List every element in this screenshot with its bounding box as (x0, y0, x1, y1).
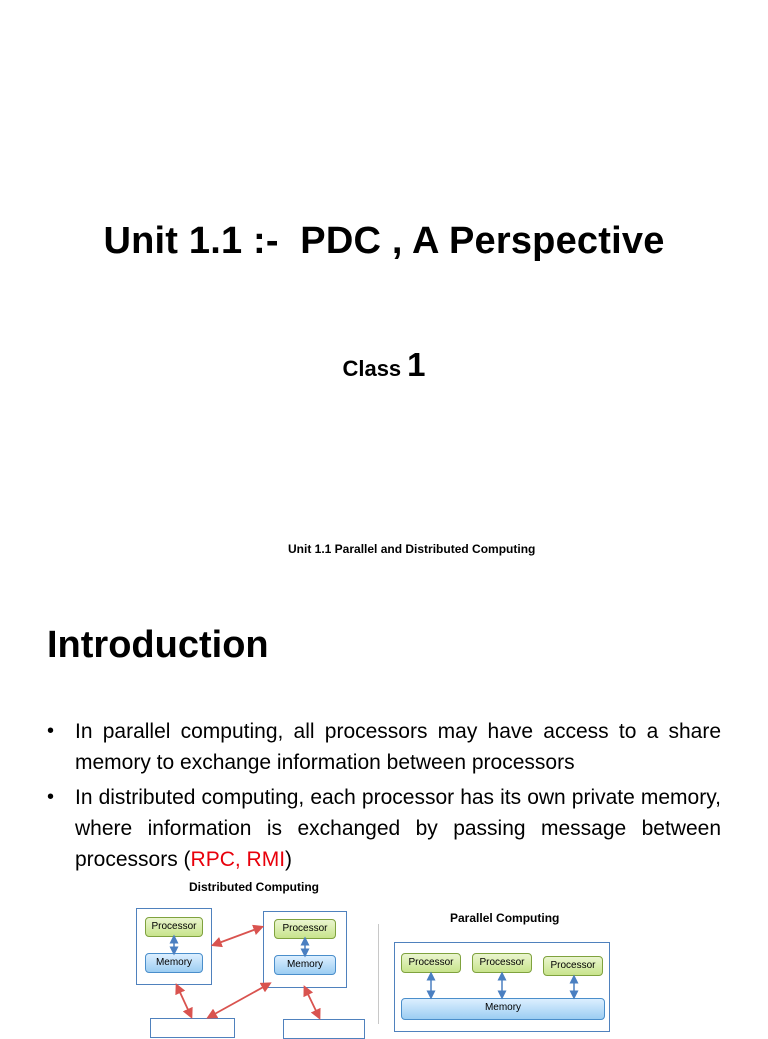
processor-box: Processor (274, 919, 336, 939)
bullet-list (47, 716, 721, 879)
class-line (0, 346, 768, 384)
slide-title: Unit 1.1 :- PDC , A Perspective (103, 220, 665, 262)
node-group (283, 1019, 365, 1039)
node-group (150, 1018, 235, 1038)
processor-box: Processor (401, 953, 461, 973)
bullet-text: In parallel computing, all processors may have access to a share memory to exchange information between processors (75, 720, 721, 774)
bullet-item (47, 782, 721, 875)
parallel-title: Parallel Computing (450, 911, 560, 925)
processor-box: Processor (145, 917, 203, 937)
memory-box: Memory (145, 953, 203, 973)
bullet-icon: • (47, 786, 55, 808)
intro-heading: Introduction (47, 624, 269, 666)
distributed-title: Distributed Computing (189, 880, 319, 894)
bullet-text-end: ) (285, 848, 293, 871)
bullet-icon: • (47, 720, 55, 742)
diagram-divider (378, 924, 379, 1024)
class-number: 1 (407, 346, 426, 383)
memory-box: Memory (274, 955, 336, 975)
class-label: Class (342, 356, 402, 381)
bullet-text: In distributed computing, each processor has its own private memory, where information is exchanged by passing message between processors ( (75, 786, 721, 871)
processor-box: Processor (472, 953, 532, 973)
processor-box: Processor (543, 956, 603, 976)
bullet-highlight: RPC, RMI (190, 848, 286, 871)
slide-footer: Unit 1.1 Parallel and Distributed Computing (288, 542, 536, 556)
shared-memory-box: Memory (401, 998, 605, 1020)
bullet-item (47, 716, 721, 778)
